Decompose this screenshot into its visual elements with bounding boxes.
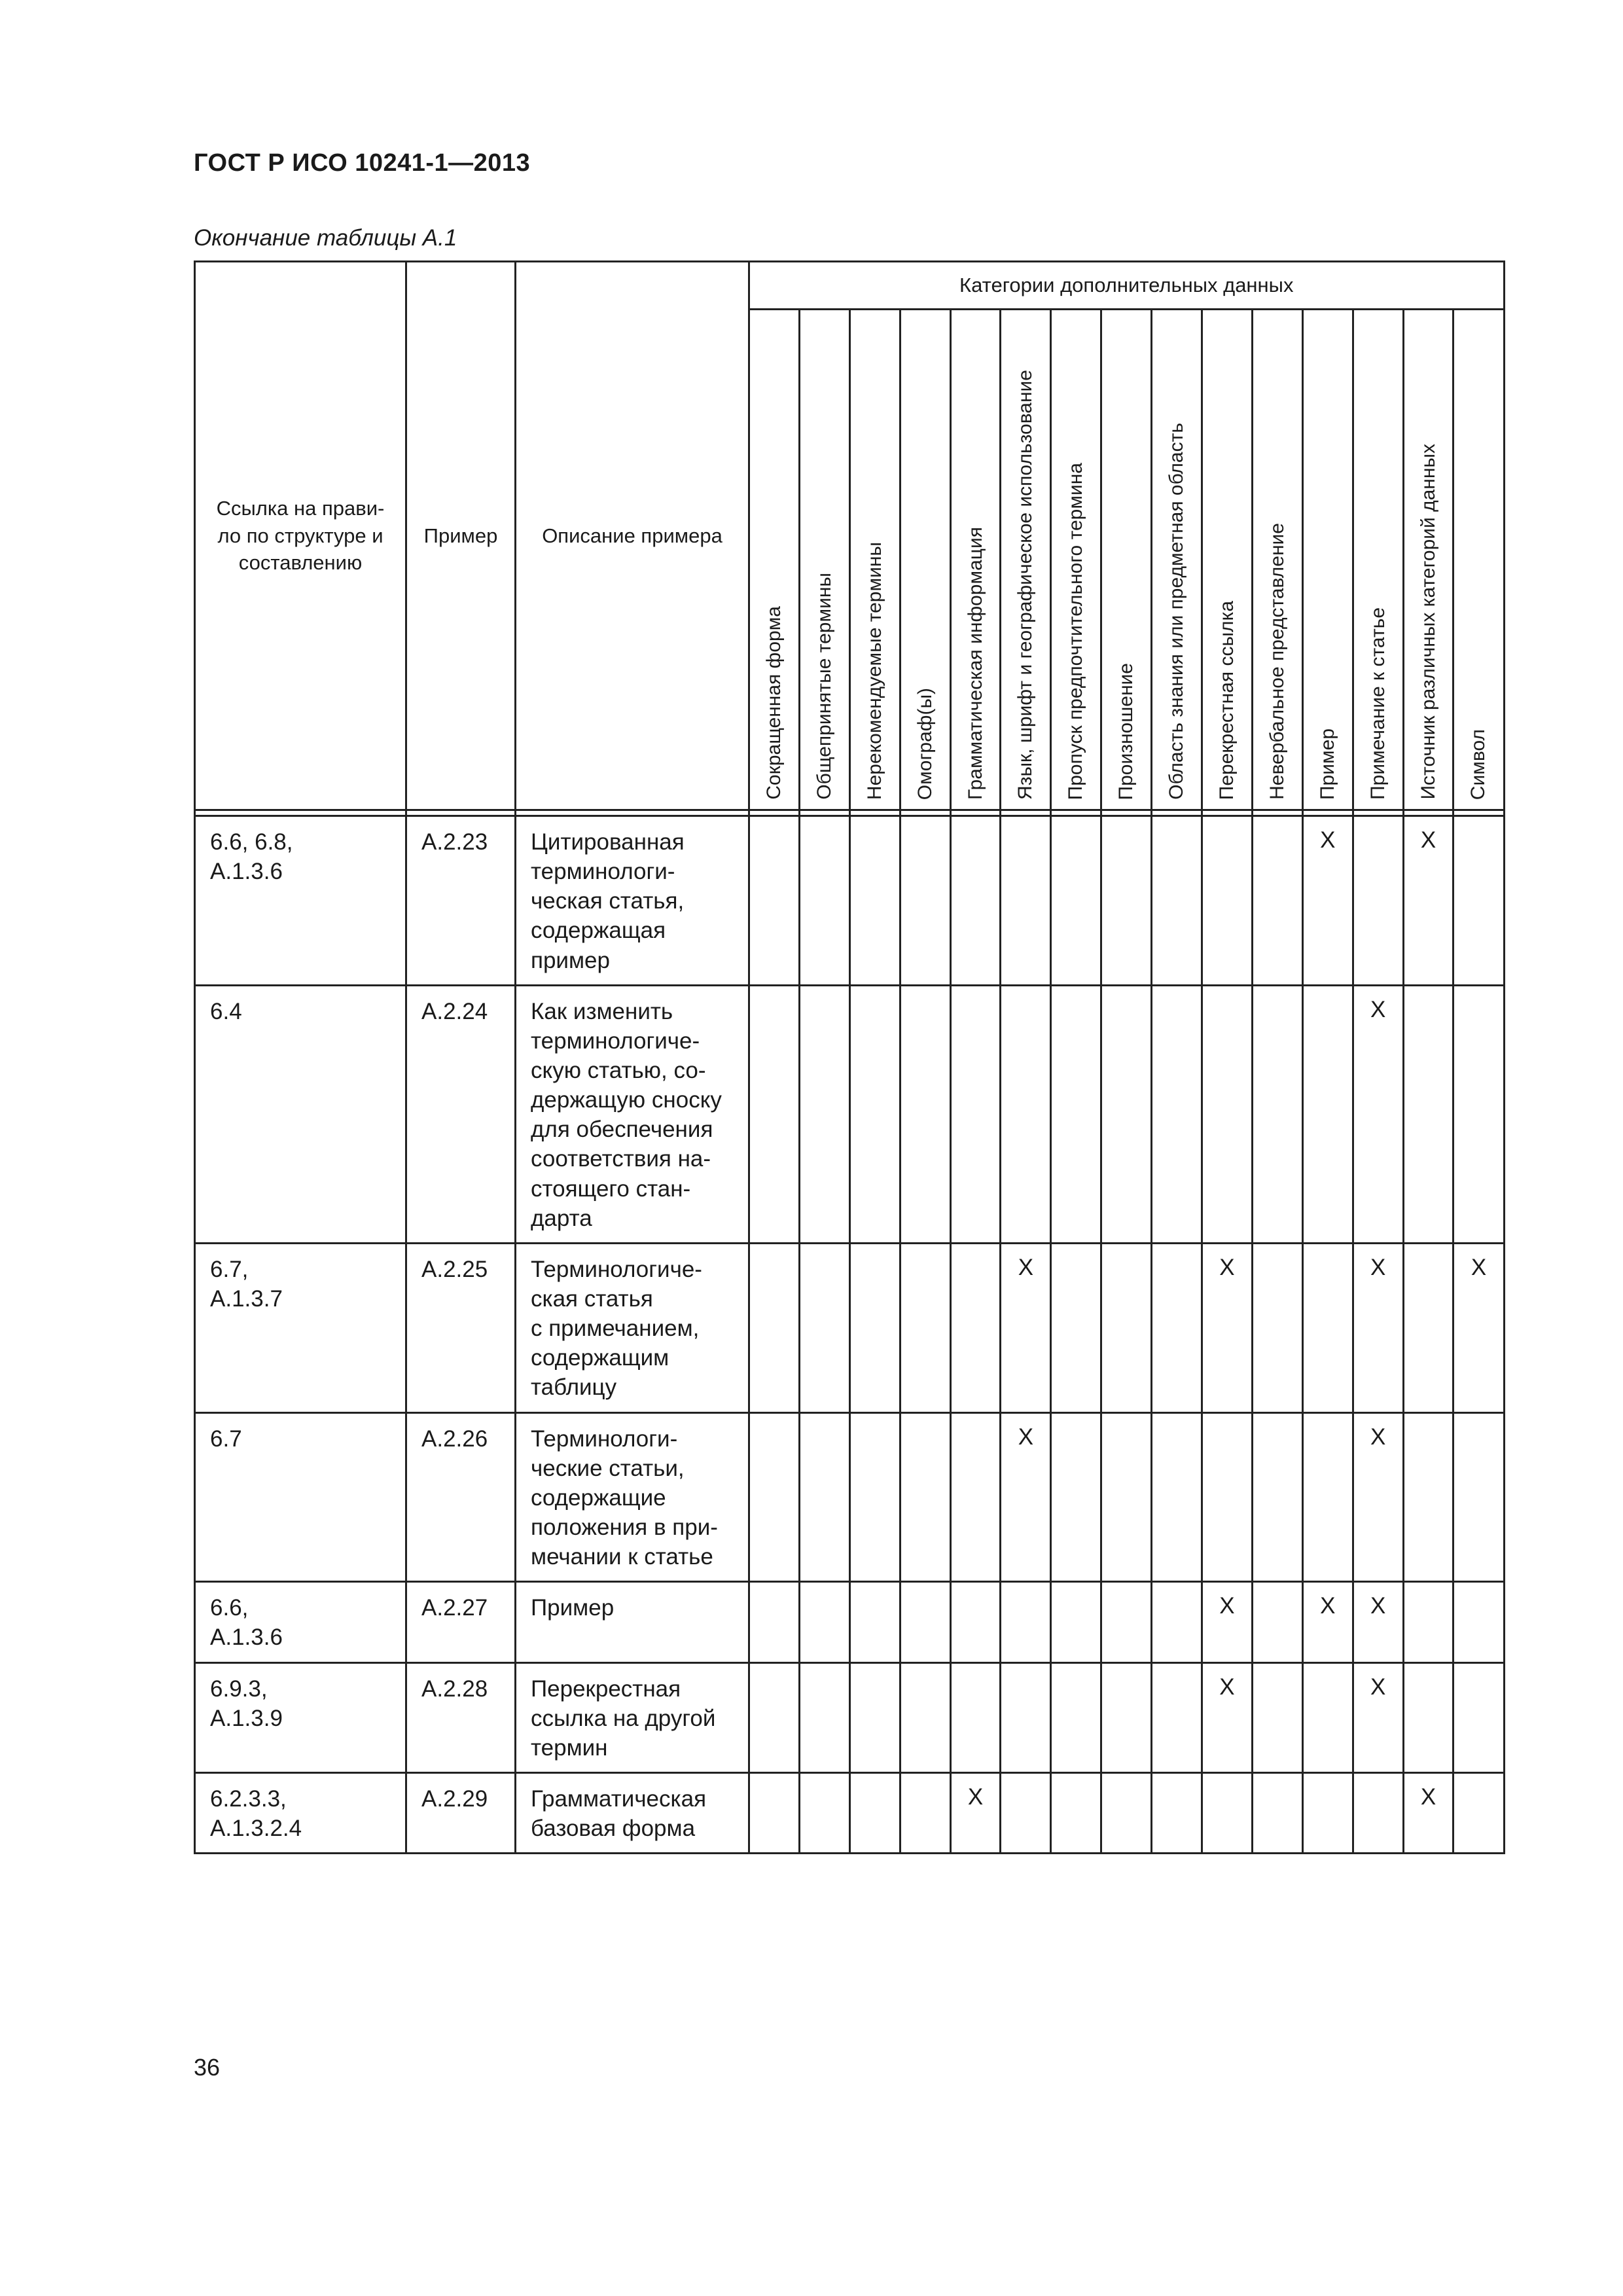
category-mark-cell (1202, 1582, 1253, 1662)
category-mark-cell (900, 1772, 950, 1853)
description-cell: Цитированная терминологи- ческая статья, содержащая пример (516, 816, 749, 986)
example-cell: A.2.27 (406, 1582, 516, 1662)
category-mark-cell (950, 1662, 1001, 1772)
category-header (1302, 310, 1353, 810)
header-rule-reference-label: Ссылка на прави- ло по структуре и составлению (216, 496, 385, 575)
description-cell: Пример (516, 1582, 749, 1662)
category-mark-cell (900, 816, 950, 986)
category-mark-cell (950, 816, 1001, 986)
category-header (1001, 310, 1051, 810)
category-mark-cell (1152, 1772, 1202, 1853)
category-header (1051, 310, 1101, 810)
x-mark: X (1320, 1593, 1336, 1619)
category-mark-cell (1302, 1243, 1353, 1412)
description-cell: Как изменить терминологиче- скую статью, со- держащую сноску для обеспечения соответствия на- стоящего стан- дарта (516, 985, 749, 1243)
category-mark-cell (1302, 1662, 1353, 1772)
table-row (195, 1412, 1505, 1582)
category-mark-cell (749, 1772, 800, 1853)
rule-cell: 6.6, A.1.3.6 (195, 1582, 406, 1662)
separator-cell (950, 810, 1001, 816)
description-cell: Перекрестная ссылка на другой термин (516, 1662, 749, 1772)
category-mark-cell (950, 1243, 1001, 1412)
header-example (406, 262, 516, 810)
rule-cell: 6.9.3, A.1.3.9 (195, 1662, 406, 1772)
separator-cell (1101, 810, 1152, 816)
category-mark-cell (749, 1412, 800, 1582)
header-categories-group (749, 262, 1505, 310)
category-mark-cell (1001, 1582, 1051, 1662)
separator-cell (1252, 810, 1302, 816)
category-header-label: Общепринятые термины (813, 573, 835, 800)
separator-cell (1353, 810, 1403, 816)
x-mark: X (1018, 1424, 1034, 1450)
category-mark-cell (1302, 1772, 1353, 1853)
category-mark-cell (950, 985, 1001, 1243)
category-header-label: Язык, шрифт и географическое использование (1014, 370, 1037, 800)
category-mark-cell (1252, 816, 1302, 986)
separator-cell (1051, 810, 1101, 816)
separator-cell (516, 810, 749, 816)
category-header-label: Перекрестная ссылка (1215, 600, 1238, 800)
category-mark-cell (799, 1582, 849, 1662)
category-mark-cell (1302, 1582, 1353, 1662)
category-mark-cell (799, 1662, 849, 1772)
separator-cell (749, 810, 800, 816)
category-mark-cell (1001, 985, 1051, 1243)
category-mark-cell (1001, 1243, 1051, 1412)
category-header (1202, 310, 1253, 810)
category-mark-cell (1152, 1412, 1202, 1582)
category-mark-cell (1051, 816, 1101, 986)
category-mark-cell (1152, 1582, 1202, 1662)
category-mark-cell (1403, 1772, 1454, 1853)
category-mark-cell (749, 816, 800, 986)
category-mark-cell (1252, 1582, 1302, 1662)
category-mark-cell (1152, 1243, 1202, 1412)
category-mark-cell (1101, 1772, 1152, 1853)
header-categories-group-label: Категории дополнительных данных (959, 274, 1294, 296)
category-mark-cell (1051, 1412, 1101, 1582)
category-mark-cell (1302, 985, 1353, 1243)
category-mark-cell (900, 1582, 950, 1662)
category-mark-cell (950, 1582, 1001, 1662)
page-number: 36 (194, 2054, 221, 2081)
category-mark-cell (900, 985, 950, 1243)
category-mark-cell (1454, 816, 1504, 986)
category-header-label: Сокращенная форма (762, 606, 785, 800)
category-header (1152, 310, 1202, 810)
category-mark-cell (1252, 1412, 1302, 1582)
separator-cell (1152, 810, 1202, 816)
table-row (195, 1662, 1505, 1772)
table-row (195, 985, 1505, 1243)
category-header (1403, 310, 1454, 810)
example-cell: A.2.25 (406, 1243, 516, 1412)
description-cell: Терминологиче- ская статья с примечанием, содержащим таблицу (516, 1243, 749, 1412)
rule-cell: 6.7 (195, 1412, 406, 1582)
category-mark-cell (1403, 1662, 1454, 1772)
category-header (1353, 310, 1403, 810)
table-row (195, 1772, 1505, 1853)
category-mark-cell (1101, 985, 1152, 1243)
category-mark-cell (1403, 985, 1454, 1243)
category-mark-cell (1202, 1772, 1253, 1853)
category-mark-cell (849, 816, 900, 986)
x-mark: X (1219, 1674, 1235, 1700)
category-mark-cell (1403, 1582, 1454, 1662)
category-mark-cell (1152, 816, 1202, 986)
category-mark-cell (849, 1772, 900, 1853)
example-cell: A.2.24 (406, 985, 516, 1243)
x-mark: X (1219, 1254, 1235, 1280)
rule-cell: 6.2.3.3, A.1.3.2.4 (195, 1772, 406, 1853)
category-mark-cell (849, 1582, 900, 1662)
table-row (195, 1582, 1505, 1662)
separator-cell (1454, 810, 1504, 816)
category-mark-cell (1101, 1243, 1152, 1412)
description-cell: Терминологи- ческие статьи, содержащие положения в при- мечании к статье (516, 1412, 749, 1582)
category-mark-cell (1202, 985, 1253, 1243)
category-mark-cell (1152, 1662, 1202, 1772)
x-mark: X (1420, 1784, 1436, 1810)
category-header-label: Грамматическая информация (964, 527, 986, 800)
category-mark-cell (900, 1243, 950, 1412)
category-mark-cell (1454, 1662, 1504, 1772)
category-mark-cell (1152, 985, 1202, 1243)
header-example-description-label: Описание примера (542, 524, 722, 547)
category-mark-cell (1051, 1662, 1101, 1772)
category-mark-cell (1353, 1412, 1403, 1582)
separator-cell (406, 810, 516, 816)
category-mark-cell (1051, 1772, 1101, 1853)
separator-cell (1403, 810, 1454, 816)
separator-cell (195, 810, 406, 816)
category-mark-cell (1051, 1243, 1101, 1412)
x-mark: X (1018, 1254, 1034, 1280)
example-cell: A.2.23 (406, 816, 516, 986)
category-header-label: Невербальное представление (1266, 523, 1288, 800)
header-rule-reference (195, 262, 406, 810)
category-mark-cell (799, 816, 849, 986)
category-mark-cell (1202, 1662, 1253, 1772)
x-mark: X (1320, 827, 1336, 853)
category-mark-cell (799, 1412, 849, 1582)
category-mark-cell (1252, 1772, 1302, 1853)
category-mark-cell (1403, 816, 1454, 986)
category-mark-cell (1252, 1662, 1302, 1772)
category-mark-cell (1202, 1243, 1253, 1412)
category-mark-cell (1302, 1412, 1353, 1582)
category-mark-cell (1051, 1582, 1101, 1662)
x-mark: X (1370, 996, 1386, 1022)
category-header (1101, 310, 1152, 810)
category-mark-cell (849, 1243, 900, 1412)
category-mark-cell (799, 1243, 849, 1412)
category-mark-cell (1101, 1662, 1152, 1772)
category-header-label: Омограф(ы) (914, 687, 936, 800)
separator-cell (1302, 810, 1353, 816)
category-mark-cell (1353, 1772, 1403, 1853)
category-header-label: Символ (1467, 728, 1489, 800)
example-cell: A.2.28 (406, 1662, 516, 1772)
separator-cell (799, 810, 849, 816)
example-cell: A.2.29 (406, 1772, 516, 1853)
category-mark-cell (1353, 1243, 1403, 1412)
category-mark-cell (1353, 1662, 1403, 1772)
category-header (849, 310, 900, 810)
category-mark-cell (749, 1582, 800, 1662)
x-mark: X (1471, 1254, 1487, 1280)
table-caption: Окончание таблицы А.1 (194, 225, 457, 251)
category-mark-cell (849, 1662, 900, 1772)
category-header (799, 310, 849, 810)
category-mark-cell (1403, 1412, 1454, 1582)
category-mark-cell (1101, 1412, 1152, 1582)
category-mark-cell (900, 1662, 950, 1772)
category-header-label: Пример (1316, 728, 1338, 800)
table-row (195, 1243, 1505, 1412)
category-mark-cell (749, 1662, 800, 1772)
header-separator (195, 810, 1505, 816)
document-title: ГОСТ Р ИСО 10241-1—2013 (194, 149, 531, 177)
category-header-label: Произношение (1115, 662, 1137, 800)
separator-cell (1001, 810, 1051, 816)
category-mark-cell (1202, 1412, 1253, 1582)
category-mark-cell (1001, 1662, 1051, 1772)
category-mark-cell (849, 985, 900, 1243)
category-mark-cell (1252, 1243, 1302, 1412)
category-header-label: Примечание к статье (1366, 607, 1389, 800)
category-header (950, 310, 1001, 810)
category-mark-cell (799, 985, 849, 1243)
category-mark-cell (1454, 1772, 1504, 1853)
separator-cell (1202, 810, 1253, 816)
category-mark-cell (1001, 816, 1051, 986)
category-mark-cell (1353, 1582, 1403, 1662)
category-mark-cell (950, 1412, 1001, 1582)
category-mark-cell (1101, 1582, 1152, 1662)
x-mark: X (1420, 827, 1436, 853)
category-mark-cell (1353, 985, 1403, 1243)
category-header-label: Пропуск предпочтительного термина (1065, 462, 1087, 800)
description-cell: Грамматическая базовая форма (516, 1772, 749, 1853)
category-mark-cell (749, 985, 800, 1243)
table-body (195, 810, 1505, 1854)
x-mark: X (1370, 1674, 1386, 1700)
category-mark-cell (1454, 985, 1504, 1243)
category-header-label: Нерекомендуемые термины (863, 541, 885, 800)
category-mark-cell (1001, 1412, 1051, 1582)
rule-cell: 6.6, 6.8, A.1.3.6 (195, 816, 406, 986)
category-mark-cell (1101, 816, 1152, 986)
table-row (195, 816, 1505, 986)
x-mark: X (1370, 1254, 1386, 1280)
category-mark-cell (1302, 816, 1353, 986)
data-categories-table (194, 260, 1505, 1854)
header-example-label: Пример (423, 524, 498, 547)
example-cell: A.2.26 (406, 1412, 516, 1582)
category-header (749, 310, 800, 810)
header-example-description (516, 262, 749, 810)
category-header-label: Область знания или предметная область (1166, 423, 1188, 800)
rule-cell: 6.4 (195, 985, 406, 1243)
rule-cell: 6.7, A.1.3.7 (195, 1243, 406, 1412)
x-mark: X (967, 1784, 984, 1810)
category-mark-cell (1001, 1772, 1051, 1853)
category-mark-cell (849, 1412, 900, 1582)
category-mark-cell (1454, 1243, 1504, 1412)
category-mark-cell (749, 1243, 800, 1412)
category-mark-cell (1454, 1412, 1504, 1582)
category-mark-cell (1353, 816, 1403, 986)
x-mark: X (1370, 1593, 1386, 1619)
category-mark-cell (900, 1412, 950, 1582)
category-mark-cell (1252, 985, 1302, 1243)
separator-cell (900, 810, 950, 816)
category-mark-cell (1454, 1582, 1504, 1662)
category-mark-cell (1202, 816, 1253, 986)
x-mark: X (1219, 1593, 1235, 1619)
category-mark-cell (1403, 1243, 1454, 1412)
category-mark-cell (950, 1772, 1001, 1853)
category-header (1252, 310, 1302, 810)
x-mark: X (1370, 1424, 1386, 1450)
category-mark-cell (799, 1772, 849, 1853)
separator-cell (849, 810, 900, 816)
category-header-label: Источник различных категорий данных (1417, 444, 1439, 800)
category-header (1454, 310, 1504, 810)
category-mark-cell (1051, 985, 1101, 1243)
category-header (900, 310, 950, 810)
